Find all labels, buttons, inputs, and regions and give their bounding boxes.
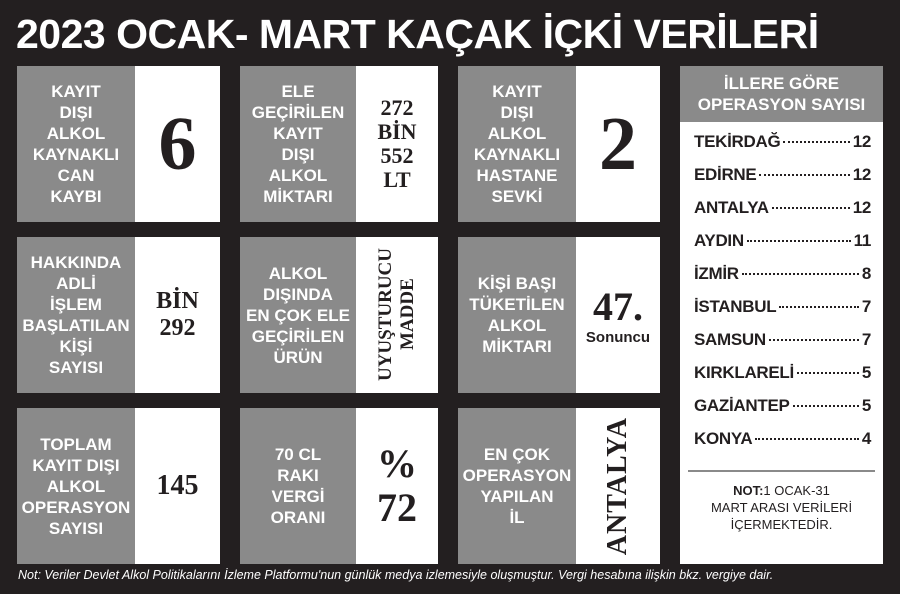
stat-value: ANTALYA <box>602 416 633 556</box>
province-name: EDİRNE <box>694 165 757 184</box>
list-item <box>694 198 871 231</box>
footnote: Not: Veriler Devlet Alkol Politikalarını İzleme Platformu'nun günlük medya izlemesiyle oluşmuştur. Vergi hesabına ilişkin bkz. vergiye dair. <box>18 568 774 582</box>
stat-card-other-product <box>240 237 438 393</box>
stat-value-box <box>576 408 660 564</box>
stat-card-deaths <box>17 66 220 222</box>
stat-value: BİN 292 <box>135 237 220 393</box>
stat-card-tax-rate <box>240 408 438 564</box>
operation-count: 7 <box>861 297 871 316</box>
stat-label: KİŞİ BAŞI TÜKETİLEN ALKOL MİKTARI <box>458 237 576 393</box>
stat-label: 70 CL RAKI VERGİ ORANI <box>240 408 356 564</box>
operations-by-province-panel <box>680 66 883 564</box>
operation-count: 5 <box>861 396 871 415</box>
leader-dots <box>779 306 859 308</box>
province-name: İZMİR <box>694 264 739 283</box>
stat-label: KAYIT DIŞI ALKOL KAYNAKLI HASTANE SEVKİ <box>458 66 576 222</box>
operation-count: 11 <box>853 231 871 250</box>
stat-card-top-province <box>458 408 660 564</box>
operation-count: 12 <box>852 165 871 184</box>
list-item <box>694 264 871 297</box>
leader-dots <box>772 207 850 209</box>
leader-dots <box>759 174 849 176</box>
operation-count: 4 <box>861 429 871 448</box>
stat-subvalue: Sonuncu <box>585 328 651 346</box>
stat-label: TOPLAM KAYIT DIŞI ALKOL OPERASYON SAYISI <box>17 408 135 564</box>
stat-card-legal-action <box>17 237 220 393</box>
note-label: NOT: <box>733 483 764 498</box>
province-name: TEKİRDAĞ <box>694 132 781 151</box>
province-name: KONYA <box>694 429 753 448</box>
stat-card-operations <box>17 408 220 564</box>
list-item <box>694 165 871 198</box>
list-item <box>694 132 871 165</box>
list-item <box>694 231 871 264</box>
stat-label: HAKKINDA ADLİ İŞLEM BAŞLATILAN KİŞİ SAYISI <box>17 237 135 393</box>
stat-value: % 72 <box>356 408 438 564</box>
note-text: 1 OCAK-31 MART ARASI VERİLERİ İÇERMEKTEDİR. <box>710 483 853 532</box>
list-item <box>694 396 871 429</box>
leader-dots <box>783 141 849 143</box>
stat-value: 47. <box>593 283 643 329</box>
leader-dots <box>793 405 859 407</box>
stat-value: 272 BİN 552 LT <box>356 66 438 222</box>
stat-label: KAYIT DIŞI ALKOL KAYNAKLI CAN KAYBI <box>17 66 135 222</box>
stat-card-seized-amount <box>240 66 438 222</box>
operation-count: 12 <box>852 198 871 217</box>
stat-label: ALKOL DIŞINDA EN ÇOK ELE GEÇİRİLEN ÜRÜN <box>240 237 356 393</box>
leader-dots <box>797 372 859 374</box>
province-name: AYDIN <box>694 231 744 250</box>
leader-dots <box>755 438 859 440</box>
operation-count: 8 <box>861 264 871 283</box>
stat-value: 6 <box>135 66 220 222</box>
leader-dots <box>769 339 859 341</box>
leader-dots <box>747 240 851 242</box>
stat-value: 145 <box>135 408 220 564</box>
stat-card-hospital <box>458 66 660 222</box>
province-name: GAZİANTEP <box>694 396 790 415</box>
province-name: İSTANBUL <box>694 297 777 316</box>
list-item <box>694 297 871 330</box>
list-item <box>694 429 871 462</box>
leader-dots <box>742 273 859 275</box>
province-name: KIRKLARELİ <box>694 363 794 382</box>
stat-label: EN ÇOK OPERASYON YAPILAN İL <box>458 408 576 564</box>
page-title: 2023 OCAK- MART KAÇAK İÇKİ VERİLERİ <box>16 11 819 57</box>
stat-value-box <box>356 237 438 393</box>
province-name: SAMSUN <box>694 330 766 349</box>
stat-value-box <box>576 237 660 393</box>
operation-count: 5 <box>861 363 871 382</box>
operation-count: 12 <box>852 132 871 151</box>
stat-card-per-capita <box>458 237 660 393</box>
stat-value: 2 <box>576 66 660 222</box>
list-item <box>694 330 871 363</box>
panel-note <box>688 470 875 533</box>
province-name: ANTALYA <box>694 198 769 217</box>
panel-heading: İLLERE GÖRE OPERASYON SAYISI <box>680 66 883 122</box>
list-item <box>694 363 871 396</box>
stat-label: ELE GEÇİRİLEN KAYIT DIŞI ALKOL MİKTARI <box>240 66 356 222</box>
stat-value: UYUŞTURUCU MADDE <box>375 248 418 382</box>
operation-count: 7 <box>861 330 871 349</box>
province-list <box>680 122 883 462</box>
